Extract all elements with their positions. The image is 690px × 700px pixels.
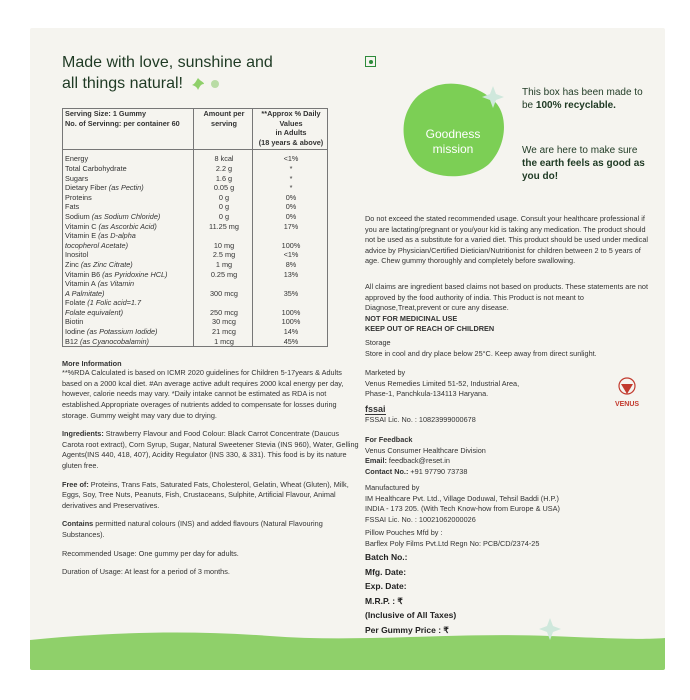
nutrient-name: Fats — [65, 202, 80, 212]
recyclable-note: This box has been made to be 100% recyclable. — [522, 87, 643, 111]
storage-title: Storage — [365, 338, 391, 347]
nutrient-daily-value: 100% — [281, 307, 301, 317]
nutrition-row — [63, 241, 328, 251]
nutrient-amount: 2.5 mg — [194, 250, 253, 260]
amount-header: Amount per serving — [194, 109, 253, 150]
nutrient-daily-value: 8% — [285, 259, 297, 269]
nutrient-amount: 8 kcal — [194, 150, 253, 164]
nutrition-row — [63, 164, 328, 174]
mrp: M.R.P. : ₹ — [365, 595, 403, 606]
nutrient-daily-value: <1% — [283, 250, 299, 260]
nutrient-daily-value: * — [289, 163, 293, 173]
nutrient-amount: 2.2 g — [194, 164, 253, 174]
storage-text: Store in cool and dry place below 25°C. Keep away from direct sunlight. — [365, 348, 597, 358]
more-info-title: More Information — [62, 359, 122, 369]
fssai-logo: fssai — [365, 404, 386, 414]
venus-logo-icon — [607, 374, 647, 414]
more-info-text: **%RDA Calculated is based on ICMR 2020 guidelines for Children 5-17years & Adults based on a 2000 kcal diet. #An average active adult requires 2000 kcal energy per day, however, calorie needs may vary. *Daily intake cannot be estimated as RDA is not established.Appropriate overages of nutrients added to compensate for losses during storage. Gummy weight may vary due to drying. — [62, 368, 344, 420]
nutrient-name: B12 (as Cyanocobalamin) — [65, 336, 149, 346]
nutrient-amount: 0.25 mg — [194, 270, 253, 280]
nutrient-name: Folate (1 Folic acid=1.7 — [65, 298, 142, 308]
headline-line-1: Made with love, sunshine and — [62, 54, 273, 71]
nutrition-row — [63, 250, 328, 260]
exp-date: Exp. Date: — [365, 581, 407, 591]
ingredients: Ingredients: Strawberry Flavour and Food Colour: Black Carrot Concentrate (Daucus Carota root extract), Corn Syrup, Sugar, Natural Sweetener Stevia (INS 960), Water, Gelling Agents(INS 440, 418, 407), Acidity Regulator (INS 330, & 331). This food is by its nature gluten free. — [62, 429, 359, 470]
per-gummy-price: Per Gummy Price : ₹ — [365, 624, 449, 635]
mfg-date: Mfg. Date: — [365, 566, 407, 577]
nutrient-amount: 11.25 mg — [194, 222, 253, 232]
nutrition-row — [63, 222, 328, 232]
nutrition-row — [63, 298, 328, 308]
nutrient-amount — [194, 279, 253, 289]
nutrient-name: Zinc (as Zinc Citrate) — [65, 259, 133, 269]
nutrition-table — [62, 108, 328, 347]
nutrient-daily-value: 100% — [281, 240, 301, 250]
nutrition-row — [63, 212, 328, 222]
nutrient-daily-value: * — [289, 183, 293, 193]
nutrient-daily-value: 0% — [285, 202, 297, 212]
nutrient-amount: 1 mcg — [194, 337, 253, 347]
nutrient-name: Vitamin C (as Ascorbic Acid) — [65, 221, 157, 231]
duration-of-usage: Duration of Usage: At least for a period of 3 months. — [62, 567, 230, 577]
nutrition-row — [63, 174, 328, 184]
headline — [62, 52, 322, 94]
more-information — [62, 359, 362, 421]
nutrition-row — [63, 279, 328, 289]
venus-logo-text: VENUS — [614, 401, 640, 408]
nutrient-amount: 30 mcg — [194, 317, 253, 327]
contains: Contains permitted natural colours (INS) and added flavours (Natural Flavouring Substances). — [62, 519, 323, 539]
nutrient-amount: 1.6 g — [194, 174, 253, 184]
feedback-contact: +91 97790 73738 — [408, 466, 468, 476]
nutrient-amount: 0 g — [194, 193, 253, 203]
left-column — [62, 52, 362, 578]
nutrient-amount: 0 g — [194, 212, 253, 222]
nutrient-amount — [194, 231, 253, 241]
green-wave-decoration — [30, 610, 665, 670]
nutrient-name: Vitamin E (as D-alpha — [65, 231, 136, 241]
nutrition-row — [63, 337, 328, 347]
goodness-mission: Goodness mission — [425, 127, 481, 156]
nutrient-daily-value: 100% — [281, 317, 301, 327]
nutrition-row — [63, 270, 328, 280]
earth-note: We are here to make sure the earth feels as good as you do! — [522, 145, 645, 182]
headline-line-2: all things natural! — [62, 75, 183, 92]
nutrient-name: Sugars — [65, 173, 89, 183]
free-of: Free of: Proteins, Trans Fats, Saturated Fats, Cholesterol, Gelatin, Wheat (Gluten), Milk, Eggs, Soy, Tree Nuts, Peanuts, Fish, Crustaceans, Sulphite, Artificial Flavour, Animal derivatives and Preservatives. — [62, 479, 349, 510]
storage-block — [365, 338, 657, 359]
nutrient-name: Total Carbohydrate — [65, 163, 127, 173]
nutrition-row — [63, 193, 328, 203]
nutrient-name: Sodium (as Sodium Chloride) — [65, 211, 161, 221]
warning-text: Do not exceed the stated recommended usage. Consult your healthcare professional if you are lactating/pregnant or you/your kid is taking any medication. The product should not be used as a substitute for a varied diet. This product should be used under medical advice by Physician/Certified Dietician/Nutritionist for children between 2 to 5 years of age. Chew gummy thoroughly and completely before swallowing. — [365, 214, 648, 265]
keep-out: KEEP OUT OF REACH OF CHILDREN — [365, 324, 495, 333]
nutrient-name: Inositol — [65, 250, 89, 260]
nutrient-daily-value: 45% — [283, 336, 299, 346]
dot-icon — [211, 80, 219, 88]
manufactured-block: Manufactured by IM Healthcare Pvt. Ltd., Village Doduwal, Tehsil Baddi (H.P.) INDIA - 173 205. (With Tech Know-how from Europe & USA) FSSAI Lic. No. : 10021062000026 — [365, 483, 560, 524]
nutrient-daily-value: 13% — [283, 269, 299, 279]
package-panel — [30, 28, 665, 670]
nutrient-daily-value: 14% — [283, 327, 299, 337]
nutrient-name: Proteins — [65, 192, 92, 202]
nutrition-row — [63, 327, 328, 337]
nutrient-amount: 250 mcg — [194, 308, 253, 318]
feedback-block: For Feedback Venus Consumer Healthcare Division Email: feedback@reset.in Contact No.: +91 97790 73738 — [365, 435, 486, 476]
nutrient-amount: 10 mg — [194, 241, 253, 251]
nutrient-amount: 300 mcg — [194, 289, 253, 299]
nutrient-name: tocopherol Acetate) — [65, 240, 129, 250]
pillow-block: Pillow Pouches Mfd by : Barflex Poly Films Pvt.Ltd Regn No: PCB/CD/2374-25 — [365, 528, 540, 548]
leaf-icon — [191, 77, 205, 91]
nutrient-name: A Palmitate) — [65, 288, 105, 298]
nutrient-name: Folate equivalent) — [65, 307, 124, 317]
claims-block — [365, 282, 657, 335]
veg-mark-icon — [365, 56, 376, 67]
nutrient-amount: 21 mcg — [194, 327, 253, 337]
nutrition-row — [63, 317, 328, 327]
nutrient-name: Vitamin A (as Vitamin — [65, 279, 135, 289]
not-medicinal: NOT FOR MEDICINAL USE — [365, 313, 458, 323]
nutrition-row — [63, 202, 328, 212]
nutrient-daily-value — [253, 231, 328, 241]
inclusive-taxes: (Inclusive of All Taxes) — [365, 610, 457, 620]
marketed-block: Marketed by Venus Remedies Limited 51-52, Industrial Area, Phase-1, Panchkula-134113 Haryana. — [365, 368, 520, 398]
nutrient-amount — [194, 298, 253, 308]
claims-text: All claims are ingredient based claims not based on products. These statements are not approved by the food authority of india. This Product is not meant to Diagnose,Treat,prevent or cure any disease. — [365, 282, 648, 312]
nutrient-daily-value — [253, 298, 328, 308]
nutrient-daily-value: 17% — [283, 221, 299, 231]
nutrition-rows — [63, 150, 328, 347]
nutrition-row — [63, 308, 328, 318]
nutrient-name: Dietary Fiber (as Pectin) — [65, 183, 144, 193]
batch-no: Batch No.: — [365, 552, 408, 562]
fssai-license-marketer: FSSAI Lic. No. : 10823999000678 — [365, 415, 476, 424]
nutrition-row — [63, 231, 328, 241]
recommended-usage: Recommended Usage: One gummy per day for adults. — [62, 548, 239, 558]
nutrition-row — [63, 260, 328, 270]
nutrient-daily-value: <1% — [283, 154, 299, 164]
nutrition-row — [63, 150, 328, 164]
nutrient-daily-value: 35% — [283, 288, 299, 298]
dv-header: **Approx % Daily Values in Adults (18 years & above) — [253, 109, 328, 150]
nutrient-name: Biotin — [65, 317, 84, 327]
nutrient-name: Iodine (as Potassium Iodide) — [65, 327, 158, 337]
nutrient-daily-value: * — [289, 173, 293, 183]
serving-header: Serving Size: 1 Gummy No. of Servinng: per container 60 — [63, 109, 194, 150]
feedback-email: feedback@reset.in — [386, 456, 450, 465]
nutrition-row — [63, 183, 328, 193]
nutrient-name: Vitamin B6 (as Pyridoxine HCL) — [65, 269, 168, 279]
nutrient-amount: 0 g — [194, 202, 253, 212]
nutrient-daily-value — [253, 279, 328, 289]
nutrient-daily-value: 0% — [285, 211, 297, 221]
nutrient-amount: 0.05 g — [194, 183, 253, 193]
nutrient-daily-value: 0% — [285, 192, 297, 202]
nutrient-name: Energy — [65, 154, 89, 164]
nutrient-amount: 1 mg — [194, 260, 253, 270]
nutrition-row — [63, 289, 328, 299]
